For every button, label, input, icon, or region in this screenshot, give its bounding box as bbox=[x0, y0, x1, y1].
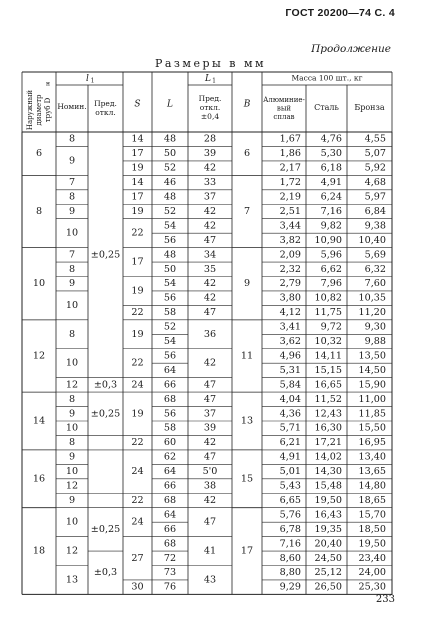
mass-aluminium-value: 5,31 bbox=[279, 364, 301, 376]
outer-diameter-value: 12 bbox=[32, 350, 46, 362]
header-l1: l bbox=[86, 74, 89, 84]
L1-value: 28 bbox=[203, 133, 217, 145]
l1-value: 10 bbox=[65, 466, 79, 478]
l-value: 66 bbox=[163, 480, 177, 492]
mass-bronze-value: 18,50 bbox=[358, 523, 386, 535]
mass-bronze-value: 18,65 bbox=[358, 494, 386, 506]
L1-value: 37 bbox=[203, 191, 217, 203]
mass-bronze-value: 14,50 bbox=[358, 364, 386, 376]
mass-aluminium-value: 4,12 bbox=[279, 307, 301, 319]
mass-steel-value: 6,24 bbox=[320, 191, 342, 203]
mass-steel-value: 16,43 bbox=[314, 509, 342, 521]
page-number: 233 bbox=[375, 594, 395, 605]
mass-bronze-value: 15,50 bbox=[358, 422, 386, 434]
mass-aluminium-value: 6,21 bbox=[279, 437, 301, 449]
mass-steel-value: 11,75 bbox=[314, 307, 342, 319]
L1-value: 42 bbox=[203, 162, 217, 174]
mass-aluminium-value: 8,80 bbox=[279, 567, 301, 579]
header-l: L bbox=[167, 99, 173, 110]
s-value: 30 bbox=[131, 581, 144, 593]
l-value: 68 bbox=[163, 393, 177, 405]
s-value: 14 bbox=[131, 177, 144, 189]
mass-steel-value: 24,50 bbox=[314, 552, 342, 564]
mass-steel-value: 6,62 bbox=[320, 263, 342, 275]
L1-value: 36 bbox=[203, 328, 217, 340]
mass-bronze-value: 11,00 bbox=[358, 393, 386, 405]
mass-steel-value: 7,16 bbox=[320, 205, 342, 217]
mass-steel-value: 19,50 bbox=[314, 494, 342, 506]
mass-aluminium-value: 3,44 bbox=[279, 220, 301, 232]
mass-bronze-value: 7,60 bbox=[364, 278, 386, 290]
mass-steel-value: 14,30 bbox=[314, 466, 342, 478]
document-code: ГОСТ 20200—74 С. 4 bbox=[285, 7, 395, 19]
s-value: 19 bbox=[131, 205, 144, 217]
L1-value: 42 bbox=[203, 205, 217, 217]
mass-aluminium-value: 7,16 bbox=[279, 538, 301, 550]
mass-aluminium-value: 2,09 bbox=[279, 249, 301, 261]
mass-bronze-value: 11,20 bbox=[358, 307, 386, 319]
mass-steel-value: 7,96 bbox=[320, 278, 342, 290]
L1-value: 47 bbox=[203, 379, 217, 391]
mass-steel-value: 12,43 bbox=[314, 408, 342, 420]
l1-tolerance-value: ±0,25 bbox=[90, 523, 121, 535]
l-value: 48 bbox=[163, 133, 177, 145]
l1-value: 10 bbox=[65, 227, 79, 239]
mass-bronze-value: 5,97 bbox=[364, 191, 386, 203]
header-steel: Сталь bbox=[314, 103, 339, 112]
L1-value: 42 bbox=[203, 437, 217, 449]
l1-value: 8 bbox=[68, 393, 76, 405]
b-value: 15 bbox=[240, 473, 254, 485]
l1-value: 9 bbox=[68, 451, 76, 463]
header-mass: Масса 100 шт., кг bbox=[291, 73, 363, 83]
l1-value: 10 bbox=[65, 422, 79, 434]
l1-tolerance-value: ±0,3 bbox=[93, 379, 118, 391]
l1-tolerance-value: ±0,25 bbox=[90, 249, 121, 261]
l1-value: 13 bbox=[65, 574, 79, 586]
mass-aluminium-value: 3,80 bbox=[279, 292, 301, 304]
mass-steel-value: 26,50 bbox=[314, 581, 342, 593]
mass-bronze-value: 4,55 bbox=[364, 133, 386, 145]
mass-bronze-value: 5,69 bbox=[364, 249, 386, 261]
l-value: 62 bbox=[163, 451, 177, 463]
mass-steel-value: 19,35 bbox=[314, 523, 342, 535]
header-L1-tolerance: откл. bbox=[199, 103, 221, 112]
mass-steel-value: 10,82 bbox=[314, 292, 342, 304]
s-value: 22 bbox=[131, 494, 144, 506]
l-value: 50 bbox=[163, 148, 177, 160]
s-value: 22 bbox=[131, 437, 144, 449]
mass-aluminium-value: 5,76 bbox=[279, 509, 301, 521]
l-value: 73 bbox=[163, 567, 177, 579]
mass-bronze-value: 13,40 bbox=[358, 451, 386, 463]
l-value: 72 bbox=[163, 552, 177, 564]
l-value: 48 bbox=[163, 249, 177, 261]
s-value: 24 bbox=[131, 379, 144, 391]
s-value: 24 bbox=[131, 516, 144, 528]
l-value: 58 bbox=[163, 422, 177, 434]
mass-aluminium-value: 1,86 bbox=[279, 148, 301, 160]
l1-value: 8 bbox=[68, 263, 76, 275]
mass-bronze-value: 13,50 bbox=[358, 350, 386, 362]
mass-steel-value: 4,76 bbox=[320, 133, 342, 145]
mass-aluminium-value: 6,65 bbox=[279, 494, 301, 506]
L1-value: 34 bbox=[203, 249, 217, 261]
mass-bronze-value: 15,90 bbox=[358, 379, 386, 391]
mass-aluminium-value: 2,32 bbox=[279, 263, 301, 275]
mass-bronze-value: 25,30 bbox=[358, 581, 386, 593]
l1-value: 8 bbox=[68, 133, 76, 145]
mass-bronze-value: 5,92 bbox=[364, 162, 386, 174]
b-value: 9 bbox=[243, 278, 251, 290]
mass-steel-value: 9,82 bbox=[320, 220, 342, 232]
s-value: 17 bbox=[131, 256, 144, 268]
mass-steel-value: 4,91 bbox=[320, 177, 342, 189]
b-value: 13 bbox=[240, 415, 254, 427]
l-value: 52 bbox=[163, 205, 177, 217]
l1-tolerance-value: ±0,3 bbox=[93, 567, 118, 579]
L1-value: 35 bbox=[203, 263, 217, 275]
mass-bronze-value: 9,38 bbox=[364, 220, 386, 232]
l1-value: 10 bbox=[65, 516, 79, 528]
outer-diameter-value: 8 bbox=[35, 205, 43, 217]
mass-aluminium-value: 2,17 bbox=[279, 162, 301, 174]
l1-value: 8 bbox=[68, 437, 76, 449]
mass-bronze-value: 16,95 bbox=[358, 437, 386, 449]
l1-value: 12 bbox=[65, 379, 79, 391]
s-value: 19 bbox=[131, 328, 144, 340]
l-value: 56 bbox=[163, 292, 177, 304]
l-value: 58 bbox=[163, 307, 177, 319]
mass-steel-value: 17,21 bbox=[314, 437, 342, 449]
L1-value: 42 bbox=[203, 494, 217, 506]
L1-value: 42 bbox=[203, 220, 217, 232]
mass-aluminium-value: 3,41 bbox=[279, 321, 301, 333]
mass-steel-value: 15,48 bbox=[314, 480, 342, 492]
mass-aluminium-value: 1,72 bbox=[279, 177, 301, 189]
mass-steel-value: 14,02 bbox=[314, 451, 342, 463]
l-value: 56 bbox=[163, 408, 177, 420]
b-value: 6 bbox=[243, 148, 251, 160]
L1-value: 43 bbox=[203, 574, 217, 586]
header-l1-sub: 1 bbox=[90, 77, 95, 85]
L1-value: 39 bbox=[203, 422, 217, 434]
outer-diameter-value: 16 bbox=[32, 473, 46, 485]
mass-steel-value: 25,12 bbox=[314, 567, 342, 579]
l1-tolerance-value: ±0,25 bbox=[90, 408, 121, 420]
header-outer-diameter-sub: н bbox=[46, 80, 50, 88]
header-l1-nominal: Номин. bbox=[57, 102, 87, 111]
l-value: 68 bbox=[163, 538, 177, 550]
b-value: 11 bbox=[240, 350, 254, 362]
mass-bronze-value: 6,84 bbox=[364, 205, 386, 217]
l-value: 52 bbox=[163, 321, 177, 333]
l-value: 76 bbox=[163, 581, 177, 593]
mass-steel-value: 10,32 bbox=[314, 336, 342, 348]
mass-aluminium-value: 3,82 bbox=[279, 234, 301, 246]
l1-value: 12 bbox=[65, 480, 79, 492]
L1-value: 41 bbox=[203, 545, 217, 557]
l1-value: 9 bbox=[68, 494, 76, 506]
l1-value: 7 bbox=[68, 177, 76, 189]
l1-value: 9 bbox=[68, 155, 76, 167]
table-title: Размеры в мм bbox=[154, 57, 267, 70]
l-value: 56 bbox=[163, 234, 177, 246]
s-value: 17 bbox=[131, 191, 144, 203]
mass-bronze-value: 13,65 bbox=[358, 466, 386, 478]
header-outer-diameter: Наружный bbox=[26, 89, 34, 131]
header-L1-tolerance: Пред. bbox=[198, 94, 222, 103]
l-value: 66 bbox=[163, 523, 177, 535]
s-value: 14 bbox=[131, 133, 144, 145]
l-value: 64 bbox=[163, 466, 177, 478]
L1-value: 47 bbox=[203, 307, 217, 319]
b-value: 17 bbox=[240, 545, 254, 557]
mass-aluminium-value: 6,78 bbox=[279, 523, 301, 535]
L1-value: 39 bbox=[203, 148, 217, 160]
l-value: 46 bbox=[163, 177, 177, 189]
mass-steel-value: 11,52 bbox=[314, 393, 342, 405]
L1-value: 38 bbox=[203, 480, 217, 492]
l-value: 54 bbox=[163, 278, 177, 290]
mass-steel-value: 9,72 bbox=[320, 321, 342, 333]
mass-bronze-value: 5,07 bbox=[364, 148, 386, 160]
s-value: 22 bbox=[131, 307, 144, 319]
header-s: S bbox=[134, 99, 141, 110]
L1-value: 42 bbox=[203, 357, 217, 369]
mass-steel-value: 6,18 bbox=[320, 162, 342, 174]
header-outer-diameter: труб D bbox=[44, 97, 52, 123]
l-value: 66 bbox=[163, 379, 177, 391]
s-value: 27 bbox=[131, 552, 144, 564]
mass-bronze-value: 9,30 bbox=[364, 321, 386, 333]
header-L1-tolerance: ±0,4 bbox=[200, 112, 220, 121]
mass-steel-value: 5,96 bbox=[320, 249, 342, 261]
mass-aluminium-value: 8,60 bbox=[279, 552, 301, 564]
L1-value: 47 bbox=[203, 234, 217, 246]
mass-bronze-value: 19,50 bbox=[358, 538, 386, 550]
header-aluminium: сплав bbox=[273, 113, 295, 121]
L1-value: 47 bbox=[203, 516, 217, 528]
L1-value: 42 bbox=[203, 278, 217, 290]
L1-value: 5'0 bbox=[202, 466, 218, 478]
s-value: 19 bbox=[131, 162, 144, 174]
mass-bronze-value: 14,80 bbox=[358, 480, 386, 492]
l1-value: 9 bbox=[68, 408, 76, 420]
l-value: 52 bbox=[163, 162, 177, 174]
l-value: 68 bbox=[163, 494, 177, 506]
L1-value: 37 bbox=[203, 408, 217, 420]
mass-aluminium-value: 4,91 bbox=[279, 451, 301, 463]
mass-aluminium-value: 2,79 bbox=[279, 278, 301, 290]
l-value: 48 bbox=[163, 191, 177, 203]
mass-aluminium-value: 5,01 bbox=[279, 466, 301, 478]
mass-steel-value: 15,15 bbox=[314, 364, 342, 376]
s-value: 22 bbox=[131, 357, 144, 369]
l-value: 50 bbox=[163, 263, 177, 275]
continuation-label: Продолжение bbox=[311, 43, 391, 55]
outer-diameter-value: 18 bbox=[32, 545, 46, 557]
mass-steel-value: 16,30 bbox=[314, 422, 342, 434]
mass-bronze-value: 23,40 bbox=[358, 552, 386, 564]
header-L1: L bbox=[205, 74, 211, 84]
mass-steel-value: 16,65 bbox=[314, 379, 342, 391]
header-aluminium: вый bbox=[276, 104, 292, 113]
header-l1-tolerance: откл. bbox=[95, 108, 116, 117]
mass-steel-value: 5,30 bbox=[320, 148, 342, 160]
l-value: 54 bbox=[163, 220, 177, 232]
mass-bronze-value: 11,85 bbox=[358, 408, 386, 420]
mass-aluminium-value: 3,62 bbox=[279, 336, 301, 348]
header-b: B bbox=[243, 99, 251, 110]
mass-steel-value: 10,90 bbox=[314, 234, 342, 246]
mass-bronze-value: 10,35 bbox=[358, 292, 386, 304]
header-L1-sub: 1 bbox=[212, 77, 216, 85]
l-value: 56 bbox=[163, 350, 177, 362]
mass-aluminium-value: 4,36 bbox=[279, 408, 301, 420]
mass-aluminium-value: 9,29 bbox=[279, 581, 301, 593]
mass-steel-value: 20,40 bbox=[314, 538, 342, 550]
l1-value: 12 bbox=[65, 545, 79, 557]
mass-aluminium-value: 5,84 bbox=[279, 379, 301, 391]
outer-diameter-value: 10 bbox=[32, 278, 46, 290]
mass-aluminium-value: 5,43 bbox=[279, 480, 301, 492]
b-value: 7 bbox=[243, 205, 251, 217]
s-value: 17 bbox=[131, 148, 144, 160]
header-outer-diameter: диаметр bbox=[35, 94, 43, 126]
mass-aluminium-value: 2,51 bbox=[279, 205, 301, 217]
mass-aluminium-value: 1,67 bbox=[279, 133, 301, 145]
mass-bronze-value: 24,00 bbox=[358, 567, 386, 579]
l1-value: 10 bbox=[65, 357, 79, 369]
L1-value: 42 bbox=[203, 292, 217, 304]
l-value: 64 bbox=[163, 364, 177, 376]
s-value: 19 bbox=[131, 408, 144, 420]
l-value: 64 bbox=[163, 509, 177, 521]
mass-aluminium-value: 5,71 bbox=[279, 422, 301, 434]
L1-value: 47 bbox=[203, 451, 217, 463]
l-value: 54 bbox=[163, 336, 177, 348]
outer-diameter-value: 14 bbox=[32, 415, 46, 427]
l1-value: 9 bbox=[68, 205, 76, 217]
mass-bronze-value: 6,32 bbox=[364, 263, 386, 275]
header-aluminium: Алюминие- bbox=[263, 96, 305, 104]
mass-bronze-value: 10,40 bbox=[358, 234, 386, 246]
l1-value: 10 bbox=[65, 299, 79, 311]
header-l1-tolerance: Пред. bbox=[94, 99, 117, 108]
l1-value: 9 bbox=[68, 278, 76, 290]
l1-value: 7 bbox=[68, 249, 76, 261]
header-bronze: Бронза bbox=[354, 103, 385, 112]
l1-value: 8 bbox=[68, 191, 76, 203]
s-value: 24 bbox=[131, 466, 144, 478]
outer-diameter-value: 6 bbox=[35, 148, 43, 160]
mass-aluminium-value: 4,04 bbox=[279, 393, 301, 405]
mass-steel-value: 14,11 bbox=[314, 350, 342, 362]
l1-value: 8 bbox=[68, 328, 76, 340]
mass-bronze-value: 9,88 bbox=[364, 336, 386, 348]
s-value: 22 bbox=[131, 227, 144, 239]
L1-value: 47 bbox=[203, 393, 217, 405]
mass-bronze-value: 4,68 bbox=[364, 177, 386, 189]
l-value: 60 bbox=[163, 437, 177, 449]
s-value: 19 bbox=[131, 285, 144, 297]
mass-aluminium-value: 2,19 bbox=[279, 191, 301, 203]
mass-aluminium-value: 4,96 bbox=[279, 350, 301, 362]
L1-value: 33 bbox=[203, 177, 217, 189]
mass-bronze-value: 15,70 bbox=[358, 509, 386, 521]
